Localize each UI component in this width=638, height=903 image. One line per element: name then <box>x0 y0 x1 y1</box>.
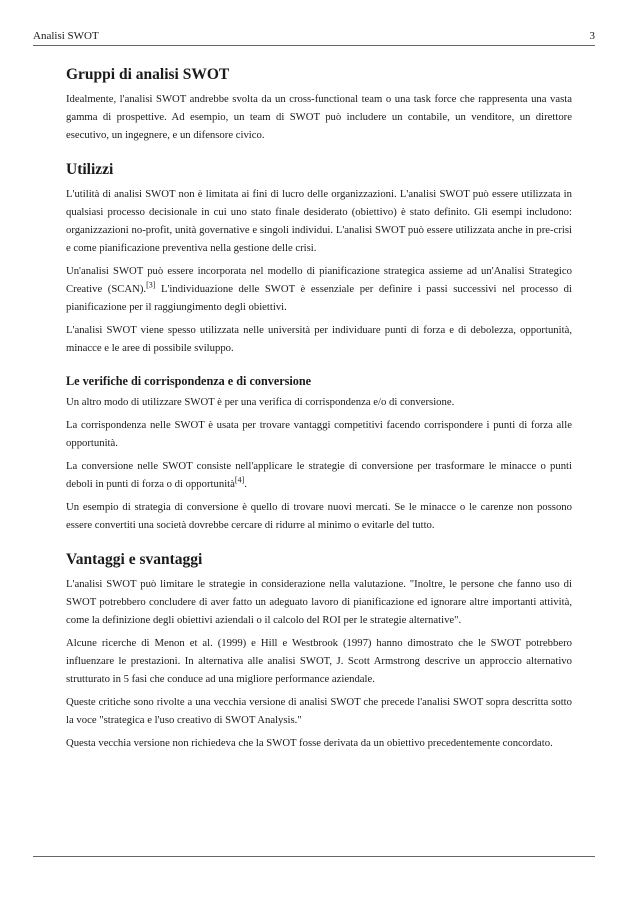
page-number: 3 <box>589 30 595 42</box>
heading-gruppi: Gruppi di analisi SWOT <box>66 66 230 83</box>
footer-rule <box>33 856 595 857</box>
paragraph: Alcune ricerche di Menon et al. (1999) e Hill e Westbrook (1997) hanno dimostrato che le SWOT potrebbero influenzare le prestazioni. In alternativa alle analisi SWOT, J. Scott Armstrong descrive un approccio alternativo strutturato in 5 fasi che conduce ad una migliore performance aziendale. <box>66 637 572 685</box>
paragraph: La corrispondenza nelle SWOT è usata per trovare vantaggi competitivi facendo corrispondere i punti di forza alle opportunità. <box>66 419 572 449</box>
citation-link[interactable]: [4] <box>234 475 245 485</box>
heading-utilizzi: Utilizzi <box>66 161 114 178</box>
paragraph: La conversione nelle SWOT consiste nell'applicare le strategie di conversione per trasformare le minacce o punti deboli in punti di forza o di opportunità[4]. <box>66 460 572 490</box>
header-rule <box>33 45 595 46</box>
paragraph: L'analisi SWOT viene spesso utilizzata nelle università per individuare punti di forza e di debolezza, opportunità, minacce e le aree di possibile sviluppo. <box>66 324 572 354</box>
paragraph: Idealmente, l'analisi SWOT andrebbe svolta da un cross-functional team o una task force che rappresenta una vasta gamma di prospettive. Ad esempio, un team di SWOT può includere un contabile, un venditore, un direttore esecutivo, un ingegnere, e un difensore civico. <box>66 93 572 141</box>
heading-vantaggi: Vantaggi e svantaggi <box>66 551 203 568</box>
paragraph: L'utilità di analisi SWOT non è limitata ai fini di lucro delle organizzazioni. L'analisi SWOT può essere utilizzata in qualsiasi processo decisionale in cui uno stato finale desiderato (obiettivo) è stato definito. Gli esempi includono: organizzazioni no-profit, unità governative e singoli individui. L'analisi SWOT può essere utilizzata anche in pre-crisi e come pianificazione preventiva nella gestione delle crisi. <box>66 188 572 254</box>
paragraph: Un esempio di strategia di conversione è quello di trovare nuovi mercati. Se le minacce o le carenze non possono essere convertiti una società dovrebbe cercare di ridurre al minimo o evitarle del tutto. <box>66 501 572 531</box>
paragraph: L'analisi SWOT può limitare le strategie in considerazione nella valutazione. "Inoltre, le persone che fanno uso di SWOT potrebbero concludere di aver fatto un adeguato lavoro di pianificazione ed ignorare altre importanti attività, come la definizione degli obiettivi aziendali o il calcolo del ROI per le strategie alternative". <box>66 578 572 626</box>
heading-verifiche: Le verifiche di corrispondenza e di conversione <box>66 374 312 388</box>
running-title: Analisi SWOT <box>33 30 99 42</box>
paragraph: Queste critiche sono rivolte a una vecchia versione di analisi SWOT che precede l'analisi SWOT sopra descritta sotto la voce "strategica e l'uso creativo di SWOT Analysis." <box>66 696 572 726</box>
paragraph: Un altro modo di utilizzare SWOT è per una verifica di corrispondenza e/o di conversione. <box>66 396 455 408</box>
page-header <box>33 30 595 46</box>
paragraph: Questa vecchia versione non richiedeva che la SWOT fosse derivata da un obiettivo precedentemente concordato. <box>66 737 553 749</box>
paragraph: Un'analisi SWOT può essere incorporata nel modello di pianificazione strategica assieme ad un'Analisi Strategico Creative (SCAN).[3] L'individuazione delle SWOT è essenziale per definire i passi successivi nel processo di pianificazione per il raggiungimento degli obiettivi. <box>66 265 572 313</box>
citation-link[interactable]: [3] <box>146 280 156 290</box>
page-body <box>66 66 572 757</box>
